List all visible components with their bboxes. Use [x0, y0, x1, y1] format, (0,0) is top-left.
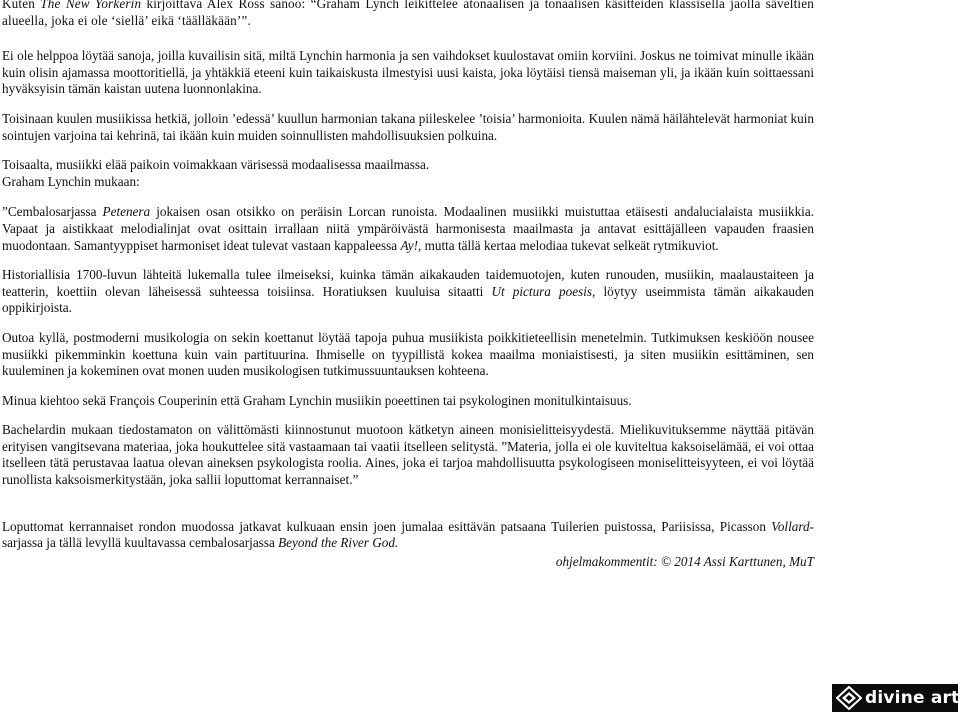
text-run: jokaisen osan otsikko on peräisin Lorcan runoista. Modaalinen musiikki muistuttaa etäisesti andalucialaista musiikkia. Vapaat ja aistikkaat melodialinjat ovat osittain irrallaan niitä ympäröivästä harmonisesta maailmasta ja antavat esittäjälleen vapauden fraasien muodontaan. Samantyyppiset harmoniset ideat tulevat vastaan kappaleessa	[2, 204, 814, 253]
paragraph-historical-sources	[2, 267, 814, 317]
work-title-ay: Ay!,	[400, 237, 422, 253]
text-run: ”Cembalosarjassa	[2, 204, 103, 220]
work-title-petenera: Petenera	[102, 204, 151, 220]
text-run: kirjoittava Alex Ross sanoo: “Graham Lynch leikittelee atonaalisen ja tonaalisen käsitteiden klassisella jaolla säveltien alueella, joka ei ole ‘siellä’ eikä ‘täälläkään’”.	[2, 0, 814, 28]
paragraph-hidden-harmonies: Toisinaan kuulen musiikissa hetkiä, jolloin ’edessä’ kuullun harmonian takana piileskelee ’toisia’ harmonioita. Kuulen nämä häilähtelevät harmoniat kuin sointujen varjoina tai kehrinä, tai ikään kuin muiden soinnullisten mahdollisuuksien polkuina.	[2, 110, 814, 143]
publication-title: The New Yorkerin	[40, 0, 142, 11]
paragraph-endless-multiples	[2, 519, 814, 552]
album-title: Beyond the River God.	[278, 535, 399, 551]
author-credit: ohjelmakommentit: © 2014 Assi Karttunen, MuT	[555, 553, 814, 569]
text-run: Kuten	[2, 0, 41, 11]
text-run: mutta tällä kertaa melodiaa tukevat selkeät rytmikuviot.	[421, 237, 719, 253]
latin-quote: Ut pictura poesis,	[491, 283, 596, 299]
paragraph-couperin-lynch: Minua kiehtoo sekä François Couperinin että Graham Lynchin musiikin poeettinen tai psykologinen monitulkintaisuus.	[2, 392, 632, 408]
series-title-vollard: Vollard	[771, 518, 810, 534]
paragraph-lynch-harmony: Ei ole helppoa löytää sanoja, joilla kuvailisin sitä, miltä Lynchin harmonia ja sen vaihdokset kuulostavat omiin korviini. Joskus ne toimivat minulle ikään kuin olisin ajamassa moottoritiellä, ja yhtäkkiä eteeni kuin taikaiskusta ilmestyisi uusi kaista, joka löytäisi tiensä maiseman yli, ja ikään kuin soittaessani hyväksyisin tämän kaistan uutena luonnonlakina.	[2, 48, 814, 97]
paragraph-postmodern-musicology: Outoa kyllä, postmoderni musikologia on sekin koettanut löytää tapoja puhua musiikista poikkitieteellisin menetelmin. Tutkimuksen keskiöön nousee musiikki pikemminkin koettuna kuin vain partituurina. Ihmiselle on tyypillistä kokea maailma moniaistisesti, ja siten musiikin esittäminen, sen kuuleminen ja kokeminen ovat monen uuden musikologisen tutkimussuuntauksen kohteena.	[2, 329, 814, 379]
text-run: löytyy useimmista tämän aikakauden oppikirjoista.	[2, 283, 814, 316]
text-run: Loputtomat kerrannaiset rondon muodossa jatkavat kulkuaan ensin joen jumalaa esittävän patsaana Tuilerien puistossa, Pariisissa, Picasson	[2, 518, 772, 534]
text-run: -sarjassa ja tällä levyllä kuultavassa cembalosarjassa	[2, 518, 814, 551]
paragraph-lynch-says: Graham Lynchin mukaan:	[2, 173, 140, 189]
paragraph-bachelard: Bachelardin mukaan tiedostamaton on välittömästi kiinnostunut muotoon kätketyn aineen monisielitteisyydestä. Mielikuvituksemme näyttää pitävän erityisen vangitsevana materiaa, joka houkuttelee sitä vastaamaan tai vaatii itselleen selitystä. ”Materia, jolla ei ole kuviteltua kaksoiselämää, ei voi ottaa itselleen tätä perustavaa laatua olevan aineksen psykologista roolia. Aines, joka ei tarjoa mahdollisuutta psykologiseen moniselitteisyyteen, ei voi löytää runollista kaksoismerkitystään, joka sallii loputtomat kerrannaiset.”	[2, 422, 814, 488]
intro-paragraph	[2, 0, 814, 29]
logo-wordmark: divine art	[865, 688, 960, 708]
divine-art-diamond-icon	[836, 686, 862, 710]
divine-art-logo	[832, 684, 958, 712]
paragraph-modal-world: Toisaalta, musiikki elää paikoin voimakkaan värisessä modaalisessa maailmassa.	[2, 157, 430, 173]
quote-petenera	[2, 204, 814, 254]
text-run: Historiallisia 1700-luvun lähteitä lukemalla tulee ilmeiseksi, kuinka tämän aikakauden taidemuotojen, kuten runouden, musiikin, maalaustaiteen ja teatterin, koettiin olevan läheisessä suhteessa toisiinsa. Horatiuksen kuuluisa sitaatti	[2, 267, 814, 299]
booklet-text	[2, 0, 814, 570]
